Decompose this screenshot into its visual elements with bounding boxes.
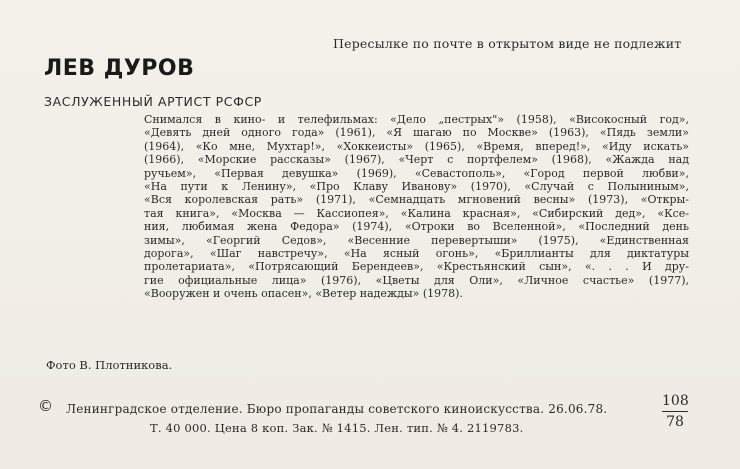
filmography	[144, 113, 689, 301]
filmography-line: Снимался в кино- и телефильмах: «Дело „пестрых"» (1958), «Високосный год»,	[144, 113, 689, 126]
actor-name: ЛЕВ ДУРОВ	[44, 56, 195, 81]
filmography-line: ручьем», «Первая девушка» (1969), «Севастополь», «Город первой любви»,	[144, 166, 689, 180]
catalog-numerator: 108	[662, 393, 689, 409]
postal-notice: Пересылке по почте в открытом виде не подлежит	[333, 36, 682, 51]
catalog-number	[662, 393, 688, 431]
filmography-line: «На пути к Ленину», «Про Клаву Иванову» (1970), «Случай с Полыниным»,	[144, 180, 689, 194]
filmography-line: (1966), «Морские рассказы» (1967), «Черт с портфелем» (1968), «Жажда над	[144, 153, 689, 167]
filmography-line: «Вооружен и очень опасен», «Ветер надежды» (1978).	[144, 287, 463, 301]
publisher-line: Ленинградское отделение. Бюро пропаганды советского киноискусства. 26.06.78.	[66, 402, 608, 416]
fraction-bar	[662, 411, 688, 412]
actor-title: ЗАСЛУЖЕННЫЙ АРТИСТ РСФСР	[44, 94, 262, 109]
filmography-line: дорога», «Шаг навстречу», «На ясный огонь», «Бриллианты для диктатуры	[144, 247, 689, 261]
filmography-line: ния, любимая жена Федора» (1974), «Отроки во Вселенной», «Последний день	[144, 220, 689, 234]
print-info-line: Т. 40 000. Цена 8 коп. Зак. № 1415. Лен. тип. № 4. 2119783.	[150, 421, 524, 435]
catalog-denominator: 78	[666, 414, 684, 430]
filmography-line: (1964), «Ко мне, Мухтар!», «Хоккеисты» (1965), «Время, вперед!», «Иду искать»	[144, 139, 689, 153]
copyright-symbol: ©	[38, 397, 53, 415]
filmography-line: «Вся королевская рать» (1971), «Семнадцать мгновений весны» (1973), «Откры-	[144, 193, 689, 207]
filmography-line: зимы», «Георгий Седов», «Весенние перевертыши» (1975), «Единственная	[144, 233, 689, 247]
filmography-line: тая книга», «Москва — Кассиопея», «Калина красная», «Сибирский дед», «Ксе-	[144, 206, 689, 220]
filmography-line: гие официальные лица» (1976), «Цветы для Оли», «Личное счастье» (1977),	[144, 273, 689, 287]
filmography-line: пролетариата», «Потрясающий Берендеев», «Крестьянский сын», «. . . И дру-	[144, 260, 689, 274]
photo-credit: Фото В. Плотникова.	[46, 358, 173, 372]
filmography-line: «Девять дней одного года» (1961), «Я шагаю по Москве» (1963), «Пядь земли»	[144, 126, 689, 140]
